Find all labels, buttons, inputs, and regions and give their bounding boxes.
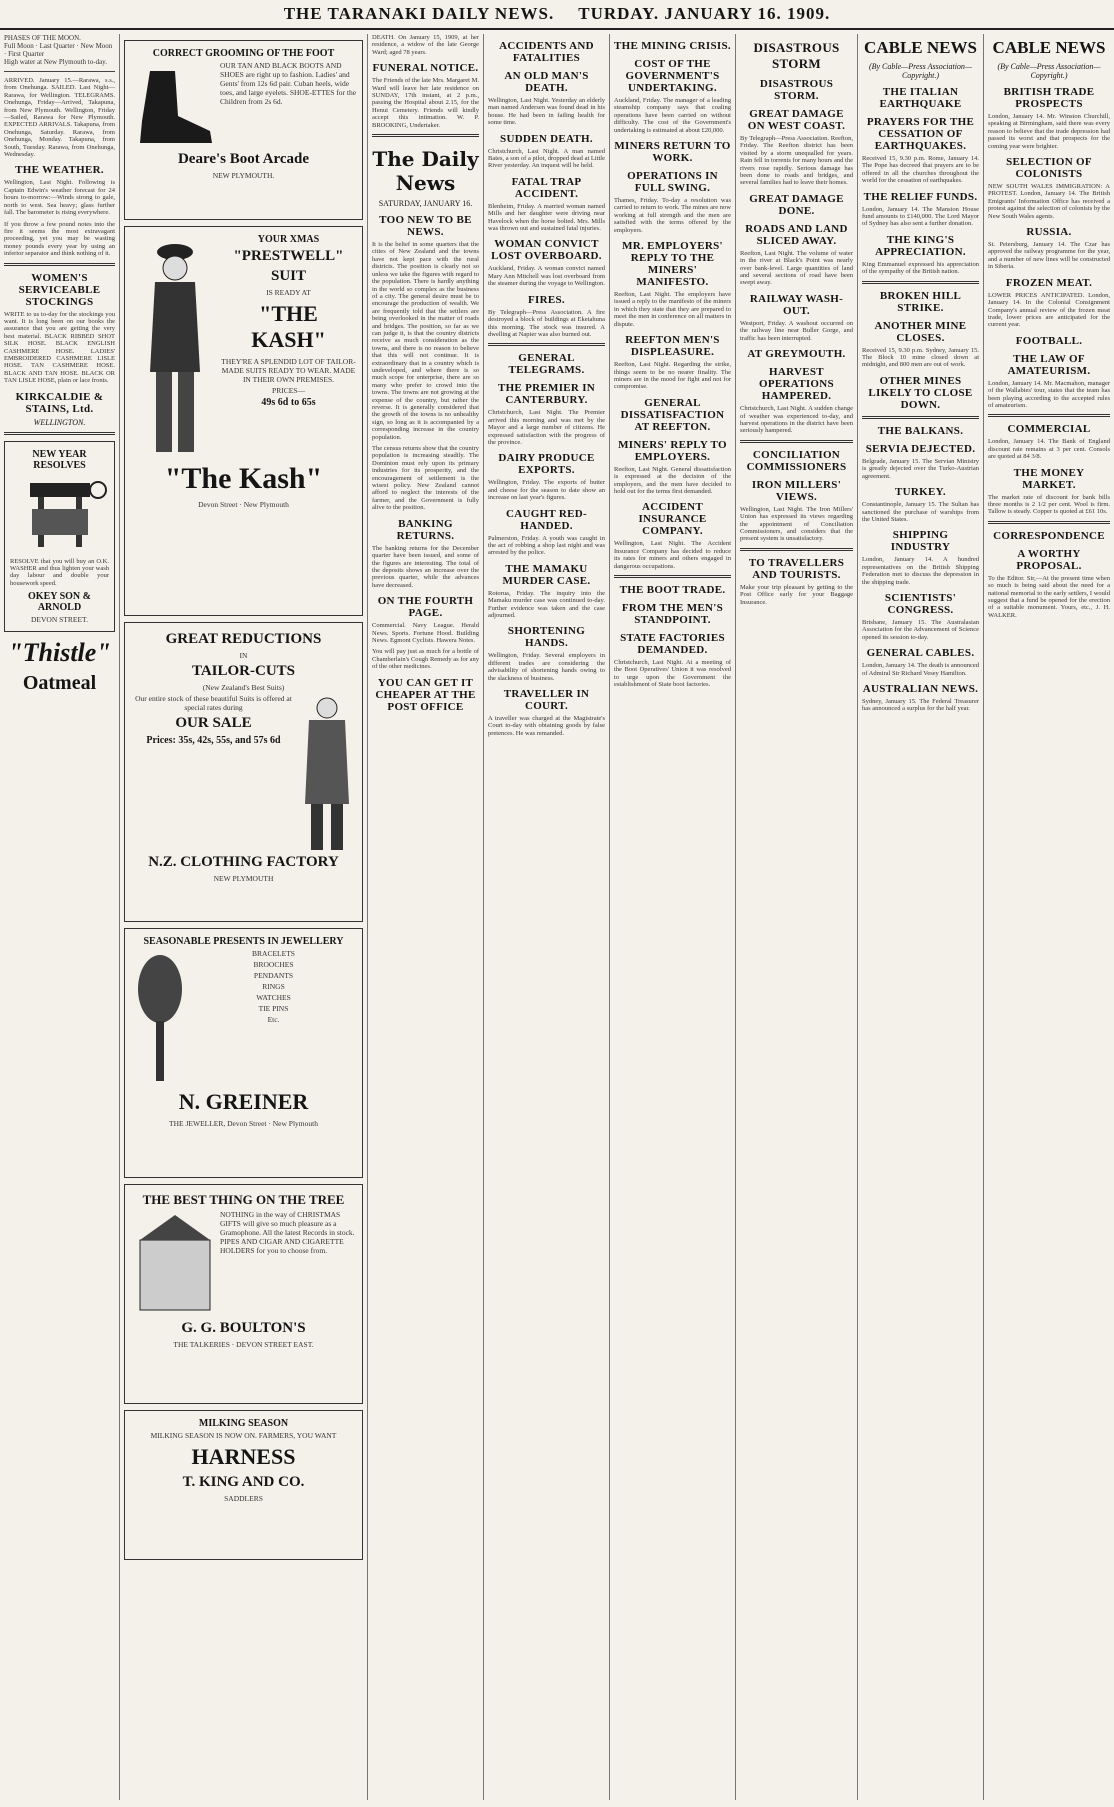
weather-heading: THE WEATHER. (15, 164, 104, 177)
col7-text-5: Belgrade, January 15. The Servian Ministry is greatly dejected over the Turko-Austrian agreement. (862, 457, 979, 480)
jewellery-store: N. GREINER (178, 1089, 309, 1114)
col7-heading-5: THE RELIEF FUNDS. (863, 190, 978, 203)
resolves-heading: NEW YEAR RESOLVES (32, 448, 87, 471)
col7-heading-9: OTHER MINES LIKELY TO CLOSE DOWN. (868, 374, 973, 411)
col8-text-1: London, January 14. Mr. Winston Churchill, speaking at Birmingham, said there was every reason to believe that the trade depression had passed its worst and that prospects for the coming year were brighter. (988, 113, 1110, 150)
col4-heading-13: TRAVELLER IN COURT. (503, 688, 590, 713)
col6-heading-5: ROADS AND LAND SLICED AWAY. (745, 222, 848, 247)
closing-text: You will pay just as much for a bottle of Chamberlain's Cough Remedy as for any of the other medicines. (372, 648, 479, 671)
col6-heading-11: TO TRAVELLERS AND TOURISTS. (748, 556, 845, 581)
col5-heading-8: MINERS' REPLY TO EMPLOYERS. (618, 438, 727, 463)
col4-heading-3: SUDDEN DEATH. (500, 132, 593, 145)
tailor-line-2: IN (239, 651, 248, 660)
jewellery-ad (124, 928, 363, 1178)
col8-text-5: London, January 14. Mr. Macmahon, manager of the Wallabies' tour, states that the team has been playing according to the accepted rules of amateurism. (988, 379, 1110, 409)
col5-heading-2: COST OF THE GOVERNMENT'S UNDERTAKING. (625, 58, 720, 94)
col4-heading-8: THE PREMIER IN CANTERBURY. (497, 382, 596, 407)
kash-line-4: IS READY AT (266, 288, 311, 297)
kirkcaldie-ad: KIRKCALDIE & STAINS, Ltd. (15, 390, 104, 415)
stockings-heading: WOMEN'S SERVICEABLE STOCKINGS (18, 271, 101, 308)
tailor-note: Our entire stock of these beautiful Suits is offered at special rates during (135, 694, 292, 712)
masthead-title: THE TARANAKI DAILY NEWS. (283, 4, 555, 23)
tides-table: PHASES OF THE MOON. Full Moon · Last Quarter · New Moon · First Quarter High water at New Plymouth to-day. (4, 34, 113, 66)
col7-text-1: Received 15, 9.30 p.m. Rome, January 14. The Pope has decreed that prayers are to be offered in all the churches throughout the world for the cessation of earthquakes. (862, 155, 979, 185)
harness-ad (124, 1410, 363, 1560)
col8-text-2: NEW SOUTH WALES IMMIGRATION: A PROTEST. London, January 14. The British Emigrants' Information Office has received a protest against the selection of colonists by the New South Wales agents. (988, 183, 1110, 220)
col7-text-7: London, January 14. A hundred representatives on the British Shipping Federation met to discuss the depression in the shipping trade. (862, 556, 979, 586)
col8-text-8: To the Editor. Sir,—At the present time when so much is being said about the need for a national memorial to the early settlers, I would suggest that a fund be opened for the erection of a suitable monument. Yours, etc., J. H. WALKER. (988, 574, 1110, 619)
kash-text: THEY'RE A SPLENDID LOT OF TAILOR-MADE SUITS READY TO WEAR. MADE IN THEIR OWN PREMISES. (221, 357, 356, 384)
col7-heading-15: GENERAL CABLES. (866, 647, 975, 660)
harness-item: HARNESS (191, 1444, 296, 1469)
col7-heading-10: THE BALKANS. (877, 424, 964, 437)
col7-text-9: London, January 14. The death is announced of Admiral Sir Richard Vesey Hamilton. (862, 662, 979, 677)
okey-ad: OKEY SON & ARNOLD (28, 591, 91, 614)
jewellery-title: SEASONABLE PRESENTS IN JEWELLERY (143, 936, 344, 947)
banking-heading: BANKING RETURNS. (396, 517, 455, 542)
jewellery-item-1: BRACELETS (252, 949, 295, 958)
funeral-heading: FUNERAL NOTICE. (372, 62, 479, 75)
harness-place: SADDLERS (224, 1494, 263, 1503)
resolves-text: RESOLVE that you will buy an O.K. WASHER and thus lighten your wash day labour and double your housework speed. (10, 557, 109, 587)
col4-heading-12: SHORTENING HANDS. (507, 625, 586, 650)
jewellery-item-7: Etc. (267, 1015, 280, 1024)
col5-heading-6: REEFTON MEN'S DISPLEASURE. (625, 334, 720, 359)
col4-text-8: Palmerston, Friday. A youth was caught in the act of robbing a shop last night and was arrested by the police. (488, 534, 605, 557)
tree-ad (124, 1184, 363, 1404)
tailor-line-3: TAILOR-CUTS (191, 663, 296, 679)
jewellery-item-5: WATCHES (256, 993, 291, 1002)
col8-heading-8: THE LAW OF AMATEURISM. (1007, 352, 1091, 377)
kash-line-2: "PRESTWELL" (233, 248, 344, 264)
kash-store: "The Kash" (164, 462, 323, 495)
kirkcaldie-place: WELLINGTON. (33, 417, 86, 427)
boot-ad-place: NEW PLYMOUTH. (212, 171, 275, 180)
col7-heading-6: THE KING'S APPRECIATION. (875, 233, 966, 258)
col8-heading-3: BRITISH TRADE PROSPECTS (1003, 86, 1095, 110)
banking-text: The banking returns for the December quarter have been issued, and some of the figures are interesting. The total of the deposits shows an increase over the previous quarter, while the advances have decreased. (372, 544, 479, 589)
col7-heading-4: PRAYERS FOR THE CESSATION OF EARTHQUAKES. (866, 116, 975, 152)
col8-heading-10: THE MONEY MARKET. (1013, 466, 1085, 491)
col5-text-4: Reefton, Last Night. Regarding the strike, things seem to be no nearer finality. The miners are in the mood for fight and not for compromise. (614, 361, 731, 391)
col4-heading-2: AN OLD MAN'S DEATH. (504, 70, 589, 94)
col4-text-5: By Telegraph—Press Association. A fire destroyed a block of buildings at Eketahuna this morning. The stock was insured. A dwelling at Napier was also burned out. (488, 308, 605, 338)
paper-name: The Daily News (372, 147, 479, 196)
col8-heading-9: COMMERCIAL (1007, 423, 1091, 436)
editorial-text: It is the belief in some quarters that the cities of New Zealand and the towns have not kept pace with the rural districts. The position is clearly not so unless we take the figures with regard to the population. There is hardly anything in the world so complex as the business of a city. The general desire must be to encourage the production of wealth. We are frequently told that the settlers are being overlooked in the matter of roads and bridges. The position, so far as we can judge it, is that the country districts receive as much consideration as the towns, and there is no reason to believe that this will not continue. It is extraordinary that in a country which is undeveloped, and where there is so much scope for enterprise, there are so many who prefer to crowd into the towns. The towns are not growing at the expense of the country, but rather the reverse. It is generally considered that the growth of the towns is no unhealthy sign, so long as it is accompanied by a corresponding increase in the country population. (372, 241, 479, 441)
col4-text-10: Wellington, Friday. Several employers in different trades are considering the advisability of shortening hands owing to the slackness of business. (488, 652, 605, 682)
col4-text-6: Christchurch, Last Night. The Premier arrived this morning and was met by the Mayor and a large number of citizens. He expressed satisfaction with the progress of the province. (488, 409, 605, 446)
col6-heading-4: GREAT DAMAGE DONE. (749, 192, 844, 217)
post-office-note: YOU CAN GET IT CHEAPER AT THE POST OFFICE (375, 676, 476, 713)
col5-text-6: Wellington, Last Night. The Accident Insurance Company has decided to reduce its rates for miners and others engaged in dangerous occupations. (614, 540, 731, 570)
col7-heading-16: AUSTRALIAN NEWS. (862, 682, 979, 695)
col5-text-5: Reefton, Last Night. General dissatisfaction is expressed at the decision of the employers, and the men have decided to hold out for the terms first demanded. (614, 465, 731, 495)
col6-heading-7: AT GREYMOUTH. (747, 348, 846, 361)
column-1 (0, 34, 120, 1800)
col4-heading-4: FATAL TRAP ACCIDENT. (511, 175, 582, 200)
col6-heading-9: CONCILIATION COMMISSIONERS (746, 448, 847, 473)
col8-text-3: St. Petersburg, January 14. The Czar has approved the railway programme for the year, and a number of new lines will be constructed in Siberia. (988, 241, 1110, 271)
column-2 (120, 34, 368, 1800)
col6-heading-3: GREAT DAMAGE ON WEST COAST. (747, 108, 846, 132)
col7-text-3: King Emmanuel expressed his appreciation of the sympathy of the British nation. (862, 260, 979, 276)
jewellery-sub: THE JEWELLER, Devon Street · New Plymouth (169, 1119, 318, 1128)
col8-text-7: The market rate of discount for bank bills three months is 2 1/2 per cent. Wool is firm. Tallow is steady. Copper is quoted at £61 10s. (988, 493, 1110, 516)
col8-heading-2: (By Cable—Press Association—Copyright.) (997, 62, 1101, 80)
christmas-gift-illustration (130, 1210, 220, 1320)
stockings-text: WRITE to us to-day for the stockings you want. It is long been on our books the assurance that you are getting the very best material. BLACK RIBBED SHOT SILK HOSE. BLACK ENGLISH CASHMERE HOSE. LADIES' EMBROIDERED CASHMERE LISLE HOSE. TAN CASHMERE HOSE. BLACK AND TAN HOSE. BLACK OR TAN LISLE HOSE, plain or lace fronts. (4, 310, 115, 385)
fourth-page-text: Commercial. Navy League. Herald News. Sports. Fortune Hood. Building News. Egmont Cyclists. Hawera Notes. (372, 622, 479, 644)
kash-price: 49s 6d to 65s (261, 397, 316, 408)
col6-text-2: Reefton, Last Night. The volume of water in the river at Black's Point was nearly over bank-level. Large quantities of land and several sections of road have been swept away. (740, 249, 853, 287)
kash-line-1: YOUR XMAS (257, 234, 320, 245)
col6-text-5: Wellington, Last Night. The Iron Millers' Union has expressed its views regarding the appointment of Conciliation Commissioners, and considers that the present system is unsatisfactory. (740, 505, 853, 543)
col4-text-1: Wellington, Last Night. Yesterday an elderly man named Andersen was found dead in his house. He had been in failing health for some time. (488, 97, 605, 127)
col6-text-3: Westport, Friday. A washout occurred on the railway line near Buller Gorge, and traffic has been interrupted. (740, 319, 853, 342)
wringer-illustration (10, 473, 110, 553)
col5-text-7: Christchurch, Last Night. At a meeting of the Boot Operatives' Union it was resolved to urge upon the Government the establishment of State boot factories. (614, 658, 731, 689)
col8-heading-12: A WORTHY PROPOSAL. (1016, 547, 1082, 572)
col6-text-1: By Telegraph—Press Association. Reefton, Friday. The Reefton district has been visited by a storm unequalled for years. Rain fell in torrents for many hours and the rivers rose rapidly. Serious damage has been done to roads and bridges, and several families had to leave their homes. (740, 135, 853, 187)
resolves-ad (4, 441, 115, 633)
col8-heading-1: CABLE NEWS (992, 38, 1106, 57)
col7-heading-14: SCIENTISTS' CONGRESS. (884, 591, 957, 616)
col4-text-4: Auckland, Friday. A woman convict named Mary Ann Mitchell was lost overboard from the steamer during the voyage to Wellington. (488, 265, 605, 288)
jewellery-item-4: RINGS (262, 982, 285, 991)
col8-heading-11: CORRESPONDENCE (993, 529, 1105, 542)
okey-place: DEVON STREET. (31, 615, 88, 625)
harness-line: MILKING SEASON IS NOW ON. FARMERS, YOU WANT (150, 1431, 337, 1440)
tree-store: G. G. BOULTON'S (181, 1320, 306, 1336)
col6-heading-2: DISASTROUS STORM. (759, 78, 834, 102)
man-in-coat-illustration (297, 694, 357, 854)
col7-heading-2: (By Cable—Press Association—Copyright.) (868, 62, 973, 80)
boot-icon (130, 61, 220, 151)
thistle-heading: "Thistle" (8, 638, 111, 668)
col7-heading-13: SHIPPING INDUSTRY (890, 529, 951, 554)
col7-text-6: Constantinople, January 15. The Sultan has sanctioned the purchase of warships from the United States. (862, 501, 979, 523)
col4-text-2: Christchurch, Last Night. A man named Bates, a son of a pilot, dropped dead at Little River yesterday. An inquest will be held. (488, 147, 605, 170)
col6-text-4: Christchurch, Last Night. A sudden change of weather was experienced to-day, and harvest operations in the district have been seriously hampered. (740, 405, 853, 435)
col4-heading-7: GENERAL TELEGRAMS. (508, 352, 585, 377)
col4-text-9: Rotorua, Friday. The inquiry into the Mamaku murder case was continued to-day. Further evidence was taken and the case adjourned. (488, 589, 605, 619)
tree-title: THE BEST THING ON THE TREE (142, 1192, 345, 1207)
paper-date: SATURDAY, JANUARY 16. (378, 199, 473, 209)
tailor-place: NEW PLYMOUTH (213, 874, 274, 883)
col4-text-7: Wellington, Friday. The exports of butter and cheese for the season to date show an increase on last year's figures. (488, 479, 605, 502)
jewellery-item-3: PENDANTS (253, 971, 294, 980)
col4-heading-6: FIRES. (528, 293, 565, 306)
editorial-heading: TOO NEW TO BE NEWS. (379, 214, 472, 239)
editorial-text-2: The census returns show that the country population is increasing steadily. The Dominion must rely upon its primary industries for its prosperity, and the encouragement of settlement is the wisest policy. New Zealand cannot afford to neglect the interests of the farmer, and the Government is fully alive to the position. (372, 445, 479, 512)
col4-heading-9: DAIRY PRODUCE EXPORTS. (498, 452, 595, 477)
col5-heading-5: MR. EMPLOYERS' REPLY TO THE MINERS' MANIFESTO. (622, 240, 723, 289)
col5-text-3: Reefton, Last Night. The employers have issued a reply to the manifesto of the miners in which they state that they are prepared to meet the men in conference on all matters in dispute. (614, 291, 731, 328)
col7-heading-12: TURKEY. (895, 486, 946, 499)
arrivals-text: ARRIVED. January 15.—Rarawa, s.s., from Onehunga. SAILED. Last Night—Rarawa, for Wellington. TELEGRAMS. Onehunga, Friday—Arrived, Takapuna, from New Plymouth. Wellington, Friday—Sailed, Rarawa for New Plymouth. EXPECTED ARRIVALS. Takapuna, from Onehunga, Saturday. Rarawa, from Onehunga, Monday. Takapuna, from South, Tuesday. Rarawa, from Onehunga, Wednesday. (4, 77, 115, 159)
col5-heading-11: FROM THE MEN'S STANDPOINT. (621, 601, 724, 626)
fourth-page-heading: ON THE FOURTH PAGE. (377, 595, 474, 620)
hairbrush-illustration (130, 949, 190, 1089)
col8-heading-4: SELECTION OF COLONISTS (1006, 156, 1092, 181)
col7-heading-8: ANOTHER MINE CLOSES. (874, 319, 967, 344)
col7-heading-3: THE ITALIAN EARTHQUAKE (879, 86, 962, 110)
col6-heading-8: HARVEST OPERATIONS HAMPERED. (759, 366, 834, 403)
tree-place: THE TALKERIES · DEVON STREET EAST. (173, 1340, 314, 1349)
tailor-sale: OUR SALE (175, 715, 252, 731)
col5-text-1: Auckland, Friday. The manager of a leading steamship company says that coaling operations have been carried on without difficulty. The cost of the Government's undertaking is estimated at about £20,000. (614, 97, 731, 134)
boot-ad-store: Deare's Boot Arcade (177, 151, 310, 167)
col4-text-3: Blenheim, Friday. A married woman named Mills and her daughter were driving near Havelock when the horse bolted. Mrs. Mills was thrown out and sustained fatal injuries. (488, 202, 605, 233)
kash-price-label: PRICES— (272, 386, 305, 395)
col4-heading-5: WOMAN CONVICT LOST OVERBOARD. (491, 238, 602, 263)
col5-heading-4: OPERATIONS IN FULL SWING. (627, 170, 718, 195)
tailor-sub: (New Zealand's Best Suits) (202, 683, 285, 692)
masthead-date: TURDAY. JANUARY 16. 1909. (578, 4, 831, 23)
column-6 (736, 34, 858, 1800)
column-4 (484, 34, 610, 1800)
col8-text-4: LOWER PRICES ANTICIPATED. London, January 14. In the Colonial Consignment Company's annual review of the frozen meat trade, lower prices are anticipated for the current year. (988, 291, 1110, 329)
col6-text-6: Make your trip pleasant by getting to the Post Office early for your Baggage Insurance. (740, 583, 853, 606)
boot-ad-text: OUR TAN AND BLACK BOOTS AND SHOES are right up to fashion. Ladies' and Gents' from 12s 6d pair. Cuban heels, wide toes, and large eyelets. SHOE-ETTES for the Children from 2s 6d. (220, 61, 357, 106)
col7-text-4: Received 15, 9.30 p.m. Sydney, January 15. The Block 10 mine closed down at midnight, and 800 men are out of work. (862, 346, 979, 369)
col8-heading-5: RUSSIA. (1026, 226, 1072, 239)
col4-heading-10: CAUGHT RED-HANDED. (505, 507, 588, 532)
col4-heading-1: ACCIDENTS AND FATALITIES (499, 40, 594, 64)
col8-heading-7: FOOTBALL. (1015, 334, 1083, 347)
kash-ad (124, 226, 363, 616)
col5-heading-3: MINERS RETURN TO WORK. (614, 140, 731, 165)
col7-heading-11: SERVIA DEJECTED. (865, 442, 976, 455)
col7-text-10: Sydney, January 15. The Federal Treasurer has announced a surplus for the half year. (862, 697, 979, 713)
col6-heading-1: DISASTROUS STORM (753, 40, 840, 71)
col5-heading-7: GENERAL DISSATISFACTION AT REEFTON. (620, 396, 725, 433)
col5-heading-12: STATE FACTORIES DEMANDED. (620, 631, 725, 656)
col6-heading-6: RAILWAY WASH-OUT. (749, 292, 844, 317)
oatmeal-heading: Oatmeal (22, 672, 97, 695)
man-in-suit-illustration (130, 232, 220, 462)
col5-heading-10: THE BOOT TRADE. (619, 583, 726, 596)
col7-text-2: London, January 14. The Mansion House fund amounts to £140,000. The Lord Mayor of Sydney has also sent a further donation. (862, 205, 979, 228)
column-3 (368, 34, 484, 1800)
tailor-ad (124, 622, 363, 922)
tailor-line-1: GREAT REDUCTIONS (165, 631, 322, 647)
advice-text: If you throw a few pound notes into the fire it seems the most extravagant proceeding, yet you may be wasting money pounds every year by using an inferior separator and think nothing of it. (4, 220, 115, 258)
col7-heading-1: CABLE NEWS (864, 38, 977, 57)
masthead (0, 0, 1114, 30)
col5-text-2: Thames, Friday. To-day a resolution was carried to return to work. The mines are now working at full strength and the men are satisfied with the terms offered by the employers. (614, 197, 731, 234)
col5-heading-9: ACCIDENT INSURANCE COMPANY. (638, 501, 707, 538)
col4-heading-11: THE MAMAKU MURDER CASE. (502, 562, 591, 587)
column-8 (984, 34, 1114, 1800)
tailor-prices: Prices: 35s, 42s, 55s, and 57s 6d (146, 735, 281, 746)
tailor-store: N.Z. CLOTHING FACTORY (148, 854, 339, 870)
deaths-text: DEATH. On January 15, 1909, at her residence, a widow of the late George Ward; aged 78 years. (372, 34, 479, 56)
boot-ad (124, 40, 363, 220)
col7-text-8: Brisbane, January 15. The Australasian Association for the Advancement of Science opened its session to-day. (862, 618, 979, 641)
boot-ad-title: CORRECT GROOMING OF THE FOOT (152, 48, 335, 59)
kash-line-5: "THE KASH" (251, 301, 326, 352)
column-7 (858, 34, 984, 1800)
col5-heading-1: THE MINING CRISIS. (614, 40, 731, 52)
weather-text: Wellington, Last Night. Following is Captain Edwin's weather forecast for 24 hours to-morrow:—Winds strong to gale, north to west. Sea heavy; glass further fall. The barometer is rising everywhere. (4, 179, 115, 217)
col8-text-6: London, January 14. The Bank of England discount rate remains at 3 per cent. Consols are quoted at 84 3/8. (988, 438, 1110, 461)
jewellery-item-2: BROOCHES (253, 960, 294, 969)
col7-heading-7: BROKEN HILL STRIKE. (879, 289, 962, 314)
harness-title: MILKING SEASON (198, 1418, 289, 1429)
funeral-text: The Friends of the late Mrs. Margaret M. Ward will leave her late residence on SUNDAY, 17th instant, at 2 p.m., passing the Hospital about 2.15, for the Henui Cemetery. Friends will kindly accept this intimation. W. P. BROOKING, Undertaker. (372, 77, 479, 129)
col4-text-11: A traveller was charged at the Magistrate's Court to-day with obtaining goods by false pretences. He was remanded. (488, 715, 605, 737)
kash-address: Devon Street · New Plymouth (198, 500, 289, 509)
tree-text: NOTHING in the way of CHRISTMAS GIFTS will give so much pleasure as a Gramophone. All the latest Records in stock. PIPES AND CIGAR AND CIGARETTE HOLDERS for you to choose from. (220, 1210, 355, 1255)
jewellery-item-6: TIE PINS (258, 1004, 289, 1013)
column-5 (610, 34, 736, 1800)
col6-heading-10: IRON MILLERS' VIEWS. (751, 478, 842, 503)
harness-store: T. KING AND CO. (182, 1474, 305, 1490)
col8-heading-6: FROZEN MEAT. (1005, 276, 1093, 289)
kash-line-3: SUIT (270, 268, 307, 284)
